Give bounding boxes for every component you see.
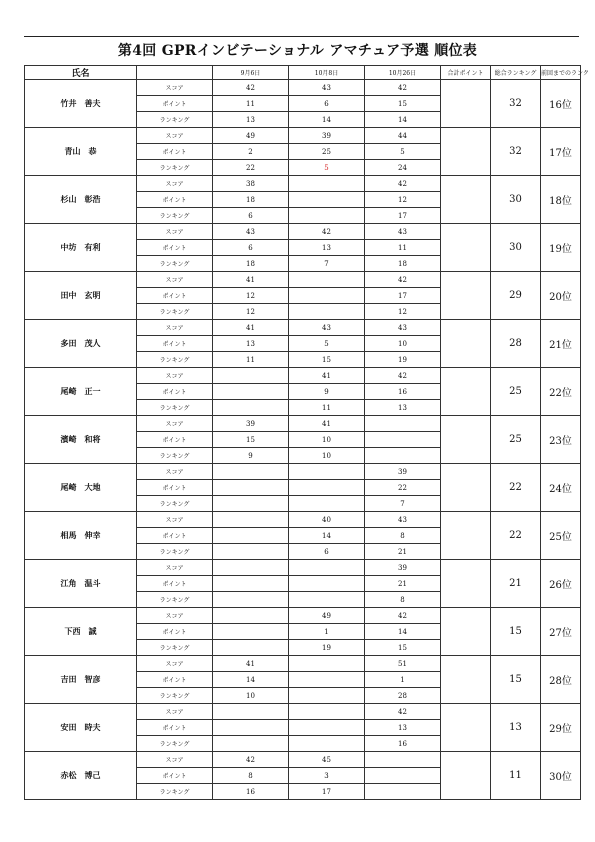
standings-body <box>25 80 581 800</box>
row-label-score: スコア <box>137 608 213 624</box>
ranking-cell: 10 <box>289 448 365 464</box>
ranking-cell: 17 <box>365 208 441 224</box>
filler-cell <box>441 608 491 656</box>
score-cell <box>213 608 289 624</box>
label-header <box>137 66 213 80</box>
score-cell: 39 <box>289 128 365 144</box>
row-label-points: ポイント <box>137 336 213 352</box>
filler-cell <box>441 272 491 320</box>
row-label-score: スコア <box>137 704 213 720</box>
row-label-score: スコア <box>137 176 213 192</box>
points-cell: 14 <box>213 672 289 688</box>
points-cell: 1 <box>289 624 365 640</box>
ranking-cell: 6 <box>213 208 289 224</box>
row-label-ranking: ランキング <box>137 208 213 224</box>
score-cell: 41 <box>213 320 289 336</box>
name-header: 氏名 <box>25 66 137 80</box>
date2-header: 10月8日 <box>289 66 365 80</box>
row-label-ranking: ランキング <box>137 736 213 752</box>
score-cell <box>213 704 289 720</box>
row-label-points: ポイント <box>137 624 213 640</box>
points-cell: 12 <box>213 288 289 304</box>
overall-rank-cell: 20位 <box>541 272 581 320</box>
points-cell: 3 <box>289 768 365 784</box>
overall-rank-cell: 17位 <box>541 128 581 176</box>
filler-cell <box>441 464 491 512</box>
row-label-ranking: ランキング <box>137 256 213 272</box>
standings-table <box>24 65 589 800</box>
ranking-cell: 9 <box>213 448 289 464</box>
score-cell: 43 <box>365 512 441 528</box>
row-label-ranking: ランキング <box>137 160 213 176</box>
row-label-score: スコア <box>137 224 213 240</box>
points-cell: 21 <box>365 576 441 592</box>
player-name: 中坊 有利 <box>25 224 137 272</box>
score-cell <box>289 704 365 720</box>
points-cell: 5 <box>289 336 365 352</box>
player-name: 江角 温斗 <box>25 560 137 608</box>
overall-rank-cell: 23位 <box>541 416 581 464</box>
score-cell <box>365 752 441 768</box>
points-cell: 8 <box>213 768 289 784</box>
score-cell <box>289 656 365 672</box>
score-cell: 42 <box>365 272 441 288</box>
ranking-cell: 18 <box>365 256 441 272</box>
points-cell: 13 <box>213 336 289 352</box>
ranking-cell: 15 <box>365 640 441 656</box>
points-cell: 15 <box>213 432 289 448</box>
ranking-cell <box>213 496 289 512</box>
player-row-score <box>25 464 581 480</box>
points-cell <box>213 528 289 544</box>
ranking-cell: 6 <box>289 544 365 560</box>
score-cell <box>213 368 289 384</box>
points-cell <box>213 624 289 640</box>
score-cell: 42 <box>365 176 441 192</box>
row-label-ranking: ランキング <box>137 544 213 560</box>
total-points-cell: 22 <box>491 512 541 560</box>
score-cell: 41 <box>289 368 365 384</box>
row-label-points: ポイント <box>137 720 213 736</box>
page-title: 第4回 GPRインビテーショナル アマチュア予選 順位表 <box>117 43 478 59</box>
player-row-score <box>25 320 581 336</box>
date3-header: 10月26日 <box>365 66 441 80</box>
player-row-score <box>25 560 581 576</box>
total-points-cell: 15 <box>491 656 541 704</box>
ranking-cell <box>289 688 365 704</box>
points-cell: 9 <box>289 384 365 400</box>
total-points-cell: 11 <box>491 752 541 800</box>
total-points-cell: 13 <box>491 704 541 752</box>
player-name: 杉山 彰浩 <box>25 176 137 224</box>
filler-cell <box>441 416 491 464</box>
row-label-points: ポイント <box>137 768 213 784</box>
row-label-points: ポイント <box>137 384 213 400</box>
overall-rank-cell: 18位 <box>541 176 581 224</box>
score-cell: 42 <box>213 752 289 768</box>
score-cell: 45 <box>289 752 365 768</box>
total-points-cell: 22 <box>491 464 541 512</box>
ranking-cell: 19 <box>365 352 441 368</box>
overall-rank-cell: 25位 <box>541 512 581 560</box>
filler-cell <box>441 656 491 704</box>
row-label-ranking: ランキング <box>137 112 213 128</box>
ranking-cell: 28 <box>365 688 441 704</box>
score-cell: 41 <box>289 416 365 432</box>
row-label-score: スコア <box>137 464 213 480</box>
points-cell: 2 <box>213 144 289 160</box>
points-cell: 14 <box>289 528 365 544</box>
ranking-cell: 15 <box>289 352 365 368</box>
ranking-cell: 12 <box>365 304 441 320</box>
row-label-points: ポイント <box>137 528 213 544</box>
ranking-cell <box>365 784 441 800</box>
filler-cell <box>441 512 491 560</box>
overall-ranking-header: 総合ランキング <box>491 66 541 80</box>
player-row-score <box>25 128 581 144</box>
score-cell: 51 <box>365 656 441 672</box>
points-cell: 10 <box>365 336 441 352</box>
date1-header: 9月6日 <box>213 66 289 80</box>
overall-rank-cell: 19位 <box>541 224 581 272</box>
row-label-ranking: ランキング <box>137 352 213 368</box>
points-cell: 11 <box>213 96 289 112</box>
player-row-score <box>25 656 581 672</box>
score-cell: 43 <box>365 224 441 240</box>
player-row-score <box>25 752 581 768</box>
total-points-cell: 32 <box>491 128 541 176</box>
ranking-cell: 21 <box>365 544 441 560</box>
filler-cell <box>441 128 491 176</box>
total-points-cell: 25 <box>491 416 541 464</box>
score-cell: 43 <box>365 320 441 336</box>
ranking-cell: 5 <box>289 160 365 176</box>
points-cell: 6 <box>213 240 289 256</box>
total-points-cell: 30 <box>491 224 541 272</box>
score-cell: 42 <box>289 224 365 240</box>
filler-cell <box>441 80 491 128</box>
points-cell: 17 <box>365 288 441 304</box>
ranking-cell: 13 <box>365 400 441 416</box>
score-cell: 43 <box>289 80 365 96</box>
points-cell <box>365 768 441 784</box>
score-cell <box>213 560 289 576</box>
filler-cell <box>441 368 491 416</box>
total-points-cell: 21 <box>491 560 541 608</box>
points-cell <box>289 192 365 208</box>
ranking-cell <box>213 736 289 752</box>
ranking-cell <box>213 640 289 656</box>
score-cell <box>213 512 289 528</box>
ranking-cell: 18 <box>213 256 289 272</box>
points-cell: 6 <box>289 96 365 112</box>
player-row-score <box>25 512 581 528</box>
overall-rank-cell: 21位 <box>541 320 581 368</box>
row-label-points: ポイント <box>137 288 213 304</box>
ranking-cell <box>289 304 365 320</box>
row-label-ranking: ランキング <box>137 304 213 320</box>
ranking-cell: 11 <box>213 352 289 368</box>
row-label-score: スコア <box>137 368 213 384</box>
overall-rank-cell: 29位 <box>541 704 581 752</box>
score-cell: 39 <box>365 464 441 480</box>
filler-cell <box>441 320 491 368</box>
total-points-cell: 32 <box>491 80 541 128</box>
player-row-score <box>25 704 581 720</box>
ranking-cell: 24 <box>365 160 441 176</box>
row-label-score: スコア <box>137 752 213 768</box>
ranking-cell: 16 <box>365 736 441 752</box>
points-cell <box>289 576 365 592</box>
overall-rank-cell: 22位 <box>541 368 581 416</box>
overall-rank-cell: 16位 <box>541 80 581 128</box>
player-row-score <box>25 224 581 240</box>
overall-rank-cell: 30位 <box>541 752 581 800</box>
row-label-score: スコア <box>137 512 213 528</box>
ranking-cell: 7 <box>289 256 365 272</box>
score-cell: 41 <box>213 272 289 288</box>
score-cell: 39 <box>365 560 441 576</box>
score-cell: 44 <box>365 128 441 144</box>
row-label-points: ポイント <box>137 96 213 112</box>
ranking-cell <box>213 544 289 560</box>
score-cell <box>289 176 365 192</box>
row-label-points: ポイント <box>137 432 213 448</box>
ranking-cell: 12 <box>213 304 289 320</box>
score-cell <box>289 272 365 288</box>
score-cell: 42 <box>365 368 441 384</box>
player-name: 青山 恭 <box>25 128 137 176</box>
ranking-cell: 14 <box>289 112 365 128</box>
score-cell: 42 <box>365 80 441 96</box>
total-points-cell: 15 <box>491 608 541 656</box>
player-name: 田中 玄明 <box>25 272 137 320</box>
player-name: 下西 誠 <box>25 608 137 656</box>
score-cell: 43 <box>213 224 289 240</box>
score-cell <box>213 464 289 480</box>
ranking-cell <box>213 592 289 608</box>
points-cell: 10 <box>289 432 365 448</box>
ranking-cell: 7 <box>365 496 441 512</box>
points-cell: 14 <box>365 624 441 640</box>
score-cell <box>365 416 441 432</box>
player-name: 安田 時夫 <box>25 704 137 752</box>
player-name: 尾崎 大地 <box>25 464 137 512</box>
row-label-points: ポイント <box>137 192 213 208</box>
player-row-score <box>25 368 581 384</box>
points-cell <box>289 720 365 736</box>
score-cell <box>289 560 365 576</box>
row-label-points: ポイント <box>137 576 213 592</box>
player-name: 竹井 善夫 <box>25 80 137 128</box>
player-name: 多田 茂人 <box>25 320 137 368</box>
row-label-score: スコア <box>137 320 213 336</box>
ranking-cell <box>365 448 441 464</box>
points-cell: 12 <box>365 192 441 208</box>
row-label-score: スコア <box>137 656 213 672</box>
total-points-cell: 25 <box>491 368 541 416</box>
row-label-ranking: ランキング <box>137 784 213 800</box>
player-name: 尾崎 正一 <box>25 368 137 416</box>
ranking-cell: 14 <box>365 112 441 128</box>
points-cell <box>213 480 289 496</box>
ranking-cell: 13 <box>213 112 289 128</box>
player-row-score <box>25 272 581 288</box>
player-row-score <box>25 176 581 192</box>
total-points-cell: 29 <box>491 272 541 320</box>
ranking-cell: 22 <box>213 160 289 176</box>
top-rule <box>24 36 579 37</box>
points-cell: 25 <box>289 144 365 160</box>
overall-rank-cell: 27位 <box>541 608 581 656</box>
score-cell: 41 <box>213 656 289 672</box>
row-label-score: スコア <box>137 128 213 144</box>
player-row-score <box>25 416 581 432</box>
row-label-ranking: ランキング <box>137 592 213 608</box>
player-name: 相馬 伸幸 <box>25 512 137 560</box>
points-cell: 16 <box>365 384 441 400</box>
overall-rank-cell: 24位 <box>541 464 581 512</box>
points-cell <box>289 288 365 304</box>
score-cell <box>289 464 365 480</box>
points-cell: 5 <box>365 144 441 160</box>
points-cell: 15 <box>365 96 441 112</box>
ranking-cell: 16 <box>213 784 289 800</box>
player-row-score <box>25 608 581 624</box>
points-cell <box>289 672 365 688</box>
total-points-header: 合計ポイント <box>441 66 491 80</box>
points-cell <box>213 576 289 592</box>
header-row <box>25 66 581 80</box>
row-label-score: スコア <box>137 80 213 96</box>
score-cell: 39 <box>213 416 289 432</box>
score-cell: 42 <box>365 608 441 624</box>
points-cell <box>213 384 289 400</box>
score-cell: 49 <box>213 128 289 144</box>
score-cell: 43 <box>289 320 365 336</box>
ranking-cell <box>289 208 365 224</box>
points-cell: 22 <box>365 480 441 496</box>
ranking-cell <box>213 400 289 416</box>
ranking-cell: 19 <box>289 640 365 656</box>
row-label-ranking: ランキング <box>137 640 213 656</box>
row-label-score: スコア <box>137 272 213 288</box>
points-cell <box>213 720 289 736</box>
player-name: 濱崎 和将 <box>25 416 137 464</box>
filler-cell <box>441 752 491 800</box>
row-label-points: ポイント <box>137 144 213 160</box>
row-label-ranking: ランキング <box>137 496 213 512</box>
points-cell: 13 <box>365 720 441 736</box>
points-cell: 11 <box>365 240 441 256</box>
player-name: 赤松 博己 <box>25 752 137 800</box>
filler-cell <box>441 560 491 608</box>
row-label-ranking: ランキング <box>137 448 213 464</box>
ranking-cell <box>289 736 365 752</box>
total-points-cell: 28 <box>491 320 541 368</box>
ranking-cell: 10 <box>213 688 289 704</box>
ranking-cell <box>289 592 365 608</box>
player-row-score <box>25 80 581 96</box>
score-cell: 40 <box>289 512 365 528</box>
row-label-points: ポイント <box>137 672 213 688</box>
points-cell <box>365 432 441 448</box>
row-label-ranking: ランキング <box>137 400 213 416</box>
ranking-cell <box>289 496 365 512</box>
points-cell: 13 <box>289 240 365 256</box>
filler-cell <box>441 176 491 224</box>
ranking-cell: 17 <box>289 784 365 800</box>
points-cell: 8 <box>365 528 441 544</box>
row-label-score: スコア <box>137 416 213 432</box>
score-cell: 49 <box>289 608 365 624</box>
ranking-cell: 11 <box>289 400 365 416</box>
score-cell: 42 <box>213 80 289 96</box>
points-cell <box>289 480 365 496</box>
overall-rank-cell: 28位 <box>541 656 581 704</box>
points-cell: 1 <box>365 672 441 688</box>
points-cell: 18 <box>213 192 289 208</box>
row-label-points: ポイント <box>137 480 213 496</box>
total-points-cell: 30 <box>491 176 541 224</box>
row-label-points: ポイント <box>137 240 213 256</box>
score-cell: 42 <box>365 704 441 720</box>
overall-rank-cell: 26位 <box>541 560 581 608</box>
player-name: 吉田 智彦 <box>25 656 137 704</box>
row-label-ranking: ランキング <box>137 688 213 704</box>
row-label-score: スコア <box>137 560 213 576</box>
filler-cell <box>441 704 491 752</box>
filler-cell <box>441 224 491 272</box>
previous-rank-header: 前回までのランク <box>541 66 581 80</box>
ranking-cell: 8 <box>365 592 441 608</box>
score-cell: 38 <box>213 176 289 192</box>
